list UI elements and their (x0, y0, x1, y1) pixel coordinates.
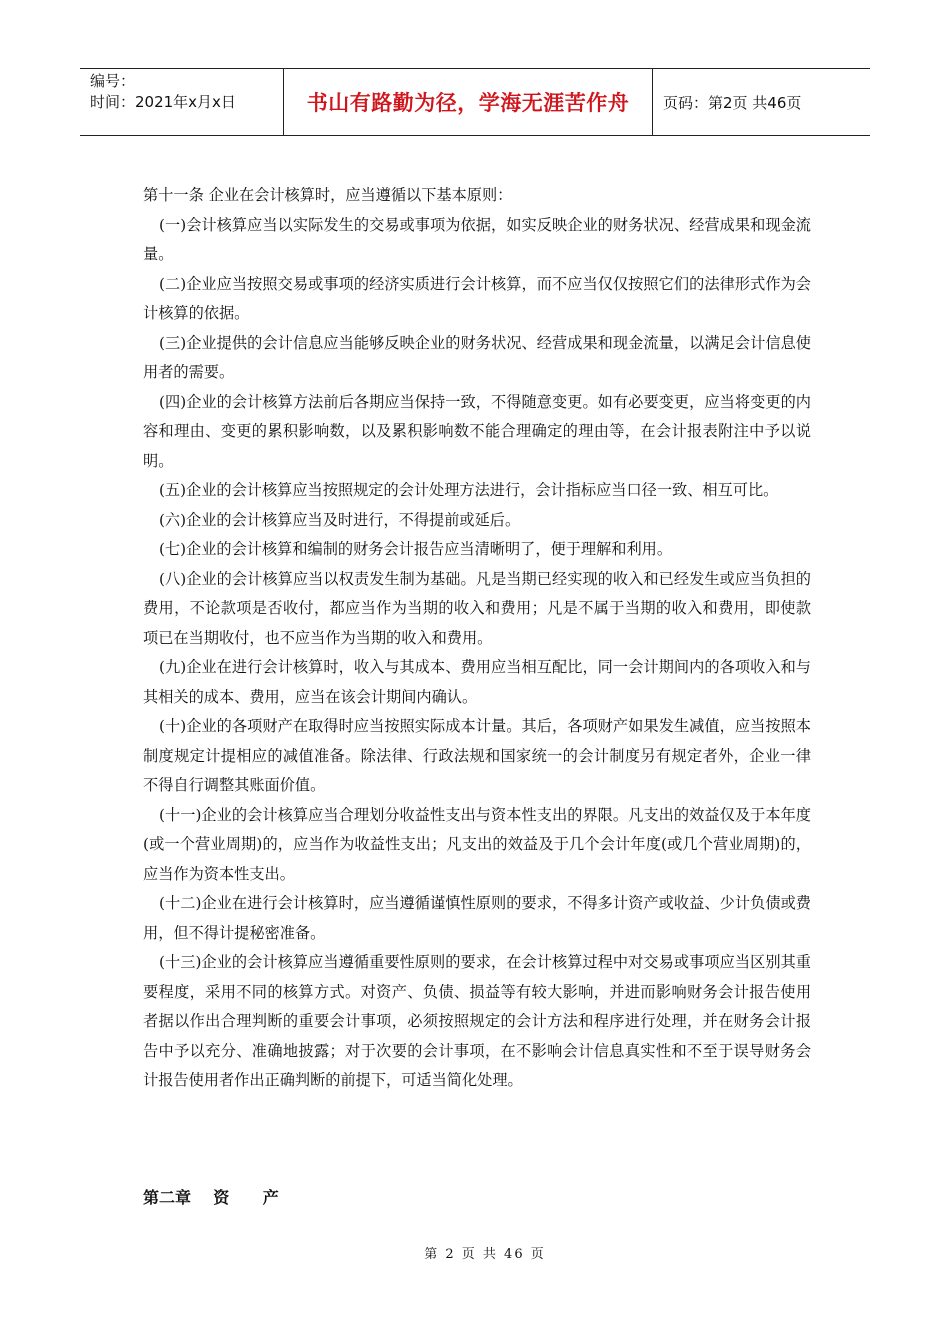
principle-12: (十二)企业在进行会计核算时，应当遵循谨慎性原则的要求，不得多计资产或收益、少计负债或费用，但不得计提秘密准备。 (143, 894, 811, 942)
page-header (80, 68, 870, 136)
principle-6: (六)企业的会计核算应当及时进行，不得提前或延后。 (159, 510, 521, 529)
article-title: 第十一条 企业在会计核算时，应当遵循以下基本原则： (143, 186, 513, 204)
principle-7: (七)企业的会计核算和编制的财务会计报告应当清晰明了，便于理解和利用。 (159, 540, 673, 558)
document-number: 编号： (90, 72, 136, 90)
header-motto-cell (283, 69, 653, 135)
principle-11: (十一)企业的会计核算应当合理划分收益性支出与资本性支出的界限。凡支出的效益仅及于本年度(或一个营业周期)的，应当作为收益性支出；凡支出的效益及于几个会计年度(或几个营业周期)的，应当作为资本性支出。 (143, 805, 811, 883)
principle-13: (十三)企业的会计核算应当遵循重要性原则的要求，在会计核算过程中对交易或事项应当区别其重要程度，采用不同的核算方式。对资产、负债、损益等有较大影响，并进而影响财务会计报告使用者据以作出合理判断的重要会计事项，必须按照规定的会计方法和程序进行处理，并在财务会计报告中予以充分、准确地披露；对于次要的会计事项，在不影响会计信息真实性和不至于误导财务会计报告使用者作出正确判断的前提下，可适当简化处理。 (143, 953, 811, 1089)
principle-9: (九)企业在进行会计核算时，收入与其成本、费用应当相互配比，同一会计期间内的各项收入和与其相关的成本、费用，应当在该会计期间内确认。 (143, 658, 811, 706)
principle-3: (三)企业提供的会计信息应当能够反映企业的财务状况、经营成果和现金流量，以满足会计信息使用者的需要。 (143, 333, 811, 381)
principle-4: (四)企业的会计核算方法前后各期应当保持一致，不得随意变更。如有必要变更，应当将变更的内容和理由、变更的累积影响数，以及累积影响数不能合理确定的理由等，在会计报表附注中予以说明。 (143, 392, 811, 470)
page-footer: 第 2 页 共 46 页 (424, 1247, 546, 1262)
document-date: 时间：2021年x月x日 (90, 93, 236, 111)
header-motto: 书山有路勤为径，学海无涯苦作舟 (306, 91, 630, 115)
header-meta (80, 69, 283, 135)
chapter-heading: 第二章 资 产 (143, 1188, 279, 1207)
principle-5: (五)企业的会计核算应当按照规定的会计处理方法进行，会计指标应当口径一致、相互可比。 (159, 481, 779, 499)
principle-8: (八)企业的会计核算应当以权责发生制为基础。凡是当期已经实现的收入和已经发生或应当负担的费用，不论款项是否收付，都应当作为当期的收入和费用；凡是不属于当期的收入和费用，即使款项已在当期收付，也不应当作为当期的收入和费用。 (143, 569, 811, 647)
principle-10: (十)企业的各项财产在取得时应当按照实际成本计量。其后，各项财产如果发生减值，应当按照本制度规定计提相应的减值准备。除法律、行政法规和国家统一的会计制度另有规定者外，企业一律不得自行调整其账面价值。 (143, 717, 811, 794)
principle-1: (一)会计核算应当以实际发生的交易或事项为依据，如实反映企业的财务状况、经营成果和现金流量。 (143, 215, 811, 263)
principle-2: (二)企业应当按照交易或事项的经济实质进行会计核算，而不应当仅仅按照它们的法律形式作为会计核算的依据。 (143, 274, 811, 322)
header-page-info: 页码：第2页 共46页 (663, 93, 802, 112)
article-body (143, 181, 811, 1096)
